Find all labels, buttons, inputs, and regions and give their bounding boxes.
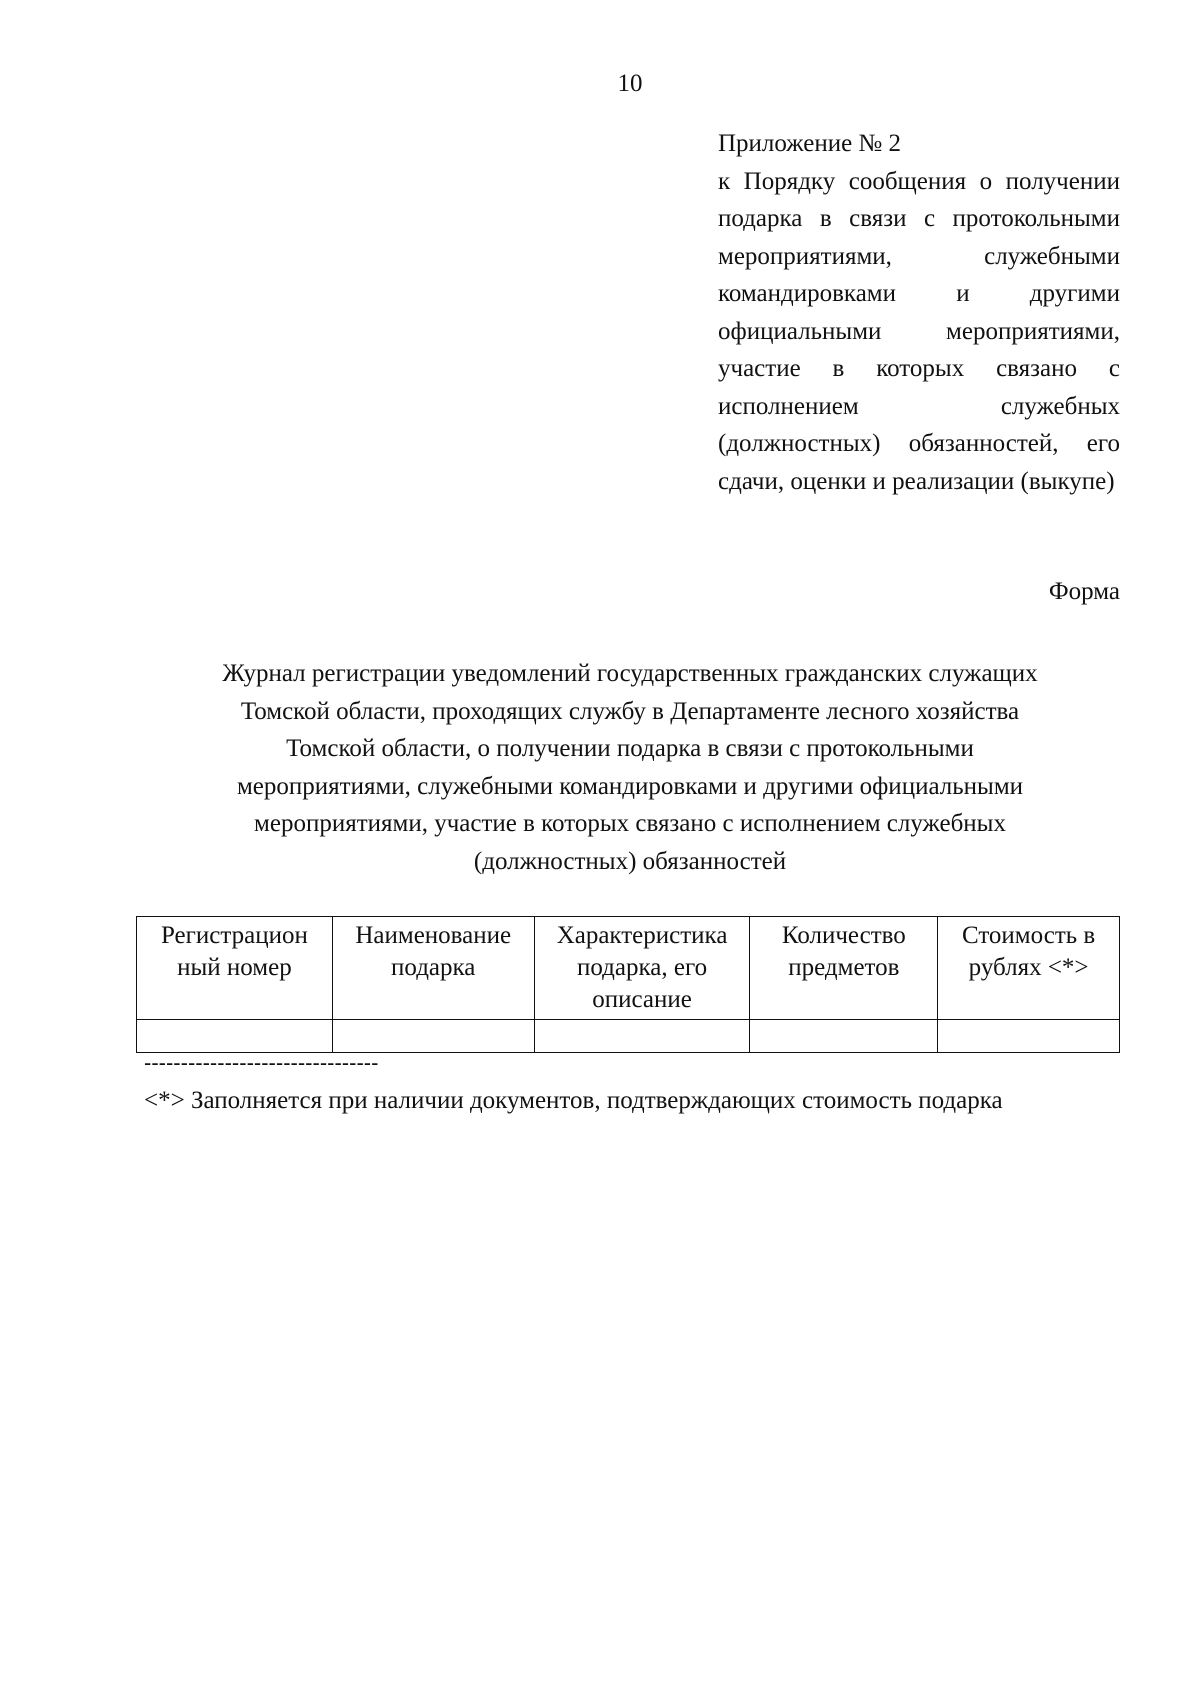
header-cost xyxy=(938,917,1120,1020)
footnote-separator: -------------------------------- xyxy=(144,1050,379,1075)
header-line: Регистрацион xyxy=(160,922,308,949)
header-line: Стоимость в xyxy=(961,922,1096,949)
header-line: Характеристика xyxy=(556,922,728,949)
header-line: Количество xyxy=(781,922,906,949)
header-line: предметов xyxy=(788,954,900,981)
journal-title-line: Томской области, о получении подарка в связи с протокольными xyxy=(286,735,974,762)
journal-title xyxy=(140,655,1120,880)
header-line: рублях <*> xyxy=(968,954,1089,981)
appendix-heading: Приложение № 2 xyxy=(718,130,902,157)
header-registration-number xyxy=(137,917,333,1020)
table-row xyxy=(137,1020,1120,1053)
form-label: Форма xyxy=(1048,578,1120,605)
header-gift-description xyxy=(534,917,750,1020)
table-cell xyxy=(332,1020,534,1053)
appendix-block xyxy=(718,125,1120,500)
appendix-text: к Порядку сообщения о получении подарка в связи с протокольными мероприятиями, служебными командировками и другими официальными мероприятиями, участие в которых связано с исполнением служебных (должностных) обязанностей, его сдачи, оценки и реализации (выкупе) xyxy=(718,167,1120,495)
table-cell xyxy=(938,1020,1120,1053)
header-quantity xyxy=(750,917,938,1020)
page-number: 10 xyxy=(617,70,643,97)
footnote-text: <*> Заполняется при наличии документов, подтверждающих стоимость подарка xyxy=(144,1087,1003,1114)
journal-title-line: (должностных) обязанностей xyxy=(473,847,787,875)
journal-title-line: Томской области, проходящих службу в Департаменте лесного хозяйства xyxy=(240,697,1020,725)
table-cell xyxy=(137,1020,333,1053)
register-table xyxy=(136,916,1120,1053)
header-line: подарка, его xyxy=(577,954,708,981)
header-line: описание xyxy=(592,986,692,1013)
table-header-row xyxy=(137,917,1120,1020)
table-cell xyxy=(750,1020,938,1053)
journal-title-line: Журнал регистрации уведомлений государственных гражданских служащих xyxy=(222,660,1038,687)
journal-title-line: мероприятиями, служебными командировками и другими официальными xyxy=(236,772,1024,800)
header-line: Наименование xyxy=(355,922,512,949)
header-line: ный номер xyxy=(177,954,292,981)
header-line: подарка xyxy=(391,954,476,981)
header-gift-name xyxy=(332,917,534,1020)
table-cell xyxy=(534,1020,750,1053)
journal-title-line: мероприятиями, участие в которых связано с исполнением служебных xyxy=(254,810,1006,837)
